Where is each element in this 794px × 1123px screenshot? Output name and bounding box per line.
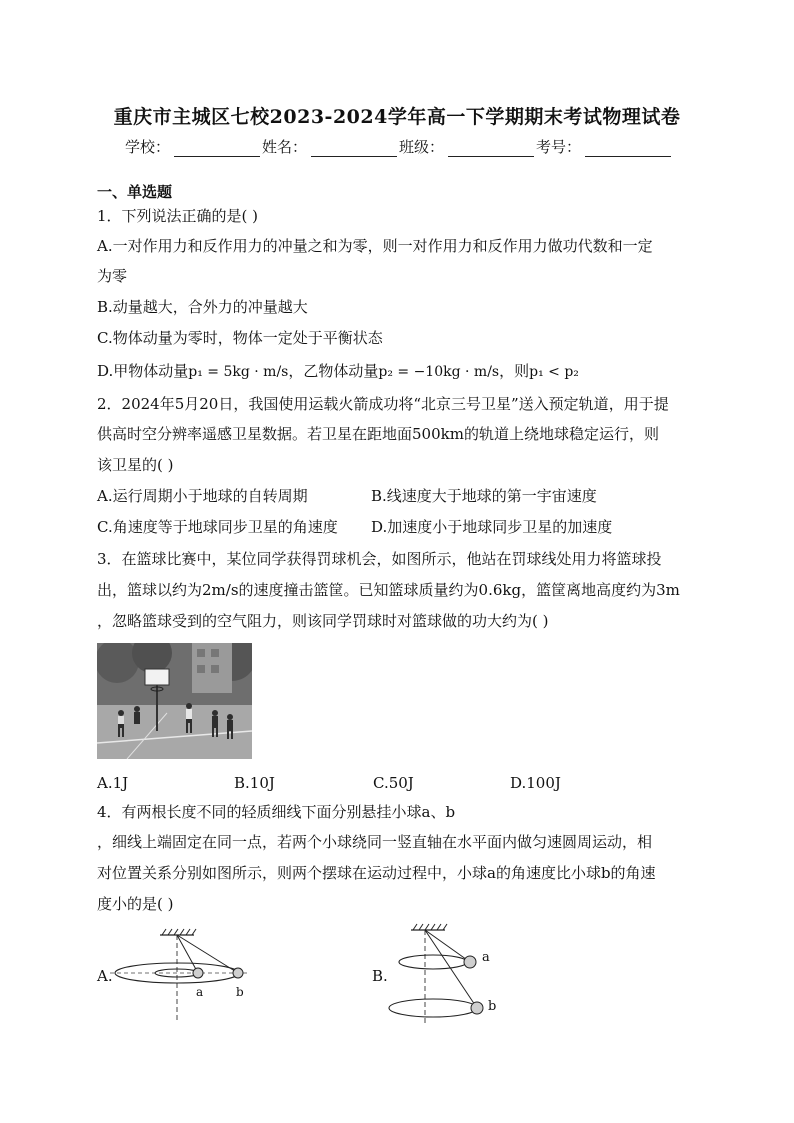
- q2-option-c: C.角速度等于地球同步卫星的角速度: [97, 518, 338, 536]
- student-info-row: [125, 136, 673, 157]
- section-heading: 一、单选题: [97, 183, 173, 201]
- q2-line1: 2．2024年5月20日，我国使用运载火箭成功将“北京三号卫星”送入预定轨道，用于提: [97, 395, 669, 413]
- q3-option-c: C.50J: [373, 774, 414, 792]
- q3-line1: 3．在篮球比赛中，某位同学获得罚球机会，如图所示，他站在罚球线处用力将篮球投: [97, 550, 662, 568]
- q4-line2: ，细线上端固定在同一点，若两个小球绕同一竖直轴在水平面内做匀速圆周运动，相: [97, 833, 653, 851]
- school-field[interactable]: [174, 141, 260, 157]
- name-label: 姓名：: [262, 138, 308, 156]
- q2-option-b: B.线速度大于地球的第一宇宙速度: [371, 487, 597, 505]
- q2-options-row2: [97, 517, 697, 537]
- q1-option-c: C.物体动量为零时，物体一定处于平衡状态: [97, 329, 383, 347]
- q3-options: [97, 773, 697, 793]
- q1-d-p2: p₂ = −10kg · m/s: [378, 364, 500, 380]
- q1-d-mid: ，乙物体动量: [288, 362, 379, 380]
- number-label: 考号：: [536, 138, 582, 156]
- q4-line4: 度小的是( ): [97, 895, 174, 913]
- pendulum-figure-a: [110, 925, 270, 1029]
- q1-option-a-line1: A.一对作用力和反作用力的冲量之和为零，则一对作用力和反作用力做功代数和一定: [97, 237, 653, 255]
- q3-option-d: D.100J: [510, 774, 561, 792]
- q3-option-b: B.10J: [234, 774, 275, 792]
- page-title: 重庆市主城区七校2023-2024学年高一下学期期末考试物理试卷: [113, 106, 681, 128]
- q3-option-a: A.1J: [97, 774, 129, 792]
- q4-line3: 对位置关系分别如图所示，则两个摆球在运动过程中，小球a的角速度比小球b的角速: [97, 864, 656, 882]
- number-field[interactable]: [585, 141, 671, 157]
- q1-d-compare: p₁ < p₂: [529, 364, 579, 380]
- q2-option-d: D.加速度小于地球同步卫星的加速度: [371, 518, 613, 536]
- q1-stem: 1．下列说法正确的是( ): [97, 207, 259, 225]
- q1-option-a-line2: 为零: [97, 267, 128, 285]
- q2-option-a: A.运行周期小于地球的自转周期: [97, 487, 308, 505]
- q1-d-prefix: D.甲物体动量: [97, 362, 189, 380]
- pendulum-figure-b: [385, 920, 515, 1034]
- q4-option-a-label: A.: [97, 967, 113, 985]
- q2-line2: 供高时空分辨率遥感卫星数据。若卫星在距地面500km的轨道上绕地球稳定运行，则: [97, 425, 659, 443]
- q4-fig-b-ball-b-label: b: [488, 999, 497, 1014]
- q4-fig-b-ball-a-label: a: [482, 950, 490, 965]
- name-field[interactable]: [311, 141, 397, 157]
- basketball-photo: [97, 643, 252, 759]
- q4-fig-a-ball-b-label: b: [236, 985, 244, 999]
- q2-options-row1: [97, 486, 697, 506]
- q1-d-post: ，则: [499, 362, 530, 380]
- q4-line1: 4．有两根长度不同的轻质细线下面分别悬挂小球a、b: [97, 803, 456, 821]
- class-field[interactable]: [448, 141, 534, 157]
- school-label: 学校：: [125, 138, 171, 156]
- q4-fig-a-ball-a-label: a: [196, 985, 204, 999]
- q3-line2: 出，篮球以约为2m/s的速度撞击篮筐。已知篮球质量约为0.6kg，篮筐离地高度约为3m: [97, 581, 680, 599]
- q2-line3: 该卫星的( ): [97, 456, 174, 474]
- q4-option-b-label: B.: [372, 967, 388, 985]
- class-label: 班级：: [399, 138, 445, 156]
- q1-d-p1: p₁ = 5kg · m/s: [188, 364, 289, 380]
- q1-option-b: B.动量越大，合外力的冲量越大: [97, 298, 308, 316]
- q1-option-d: [97, 361, 579, 382]
- q3-line3: ，忽略篮球受到的空气阻力，则该同学罚球时对篮球做的功大约为( ): [97, 612, 549, 630]
